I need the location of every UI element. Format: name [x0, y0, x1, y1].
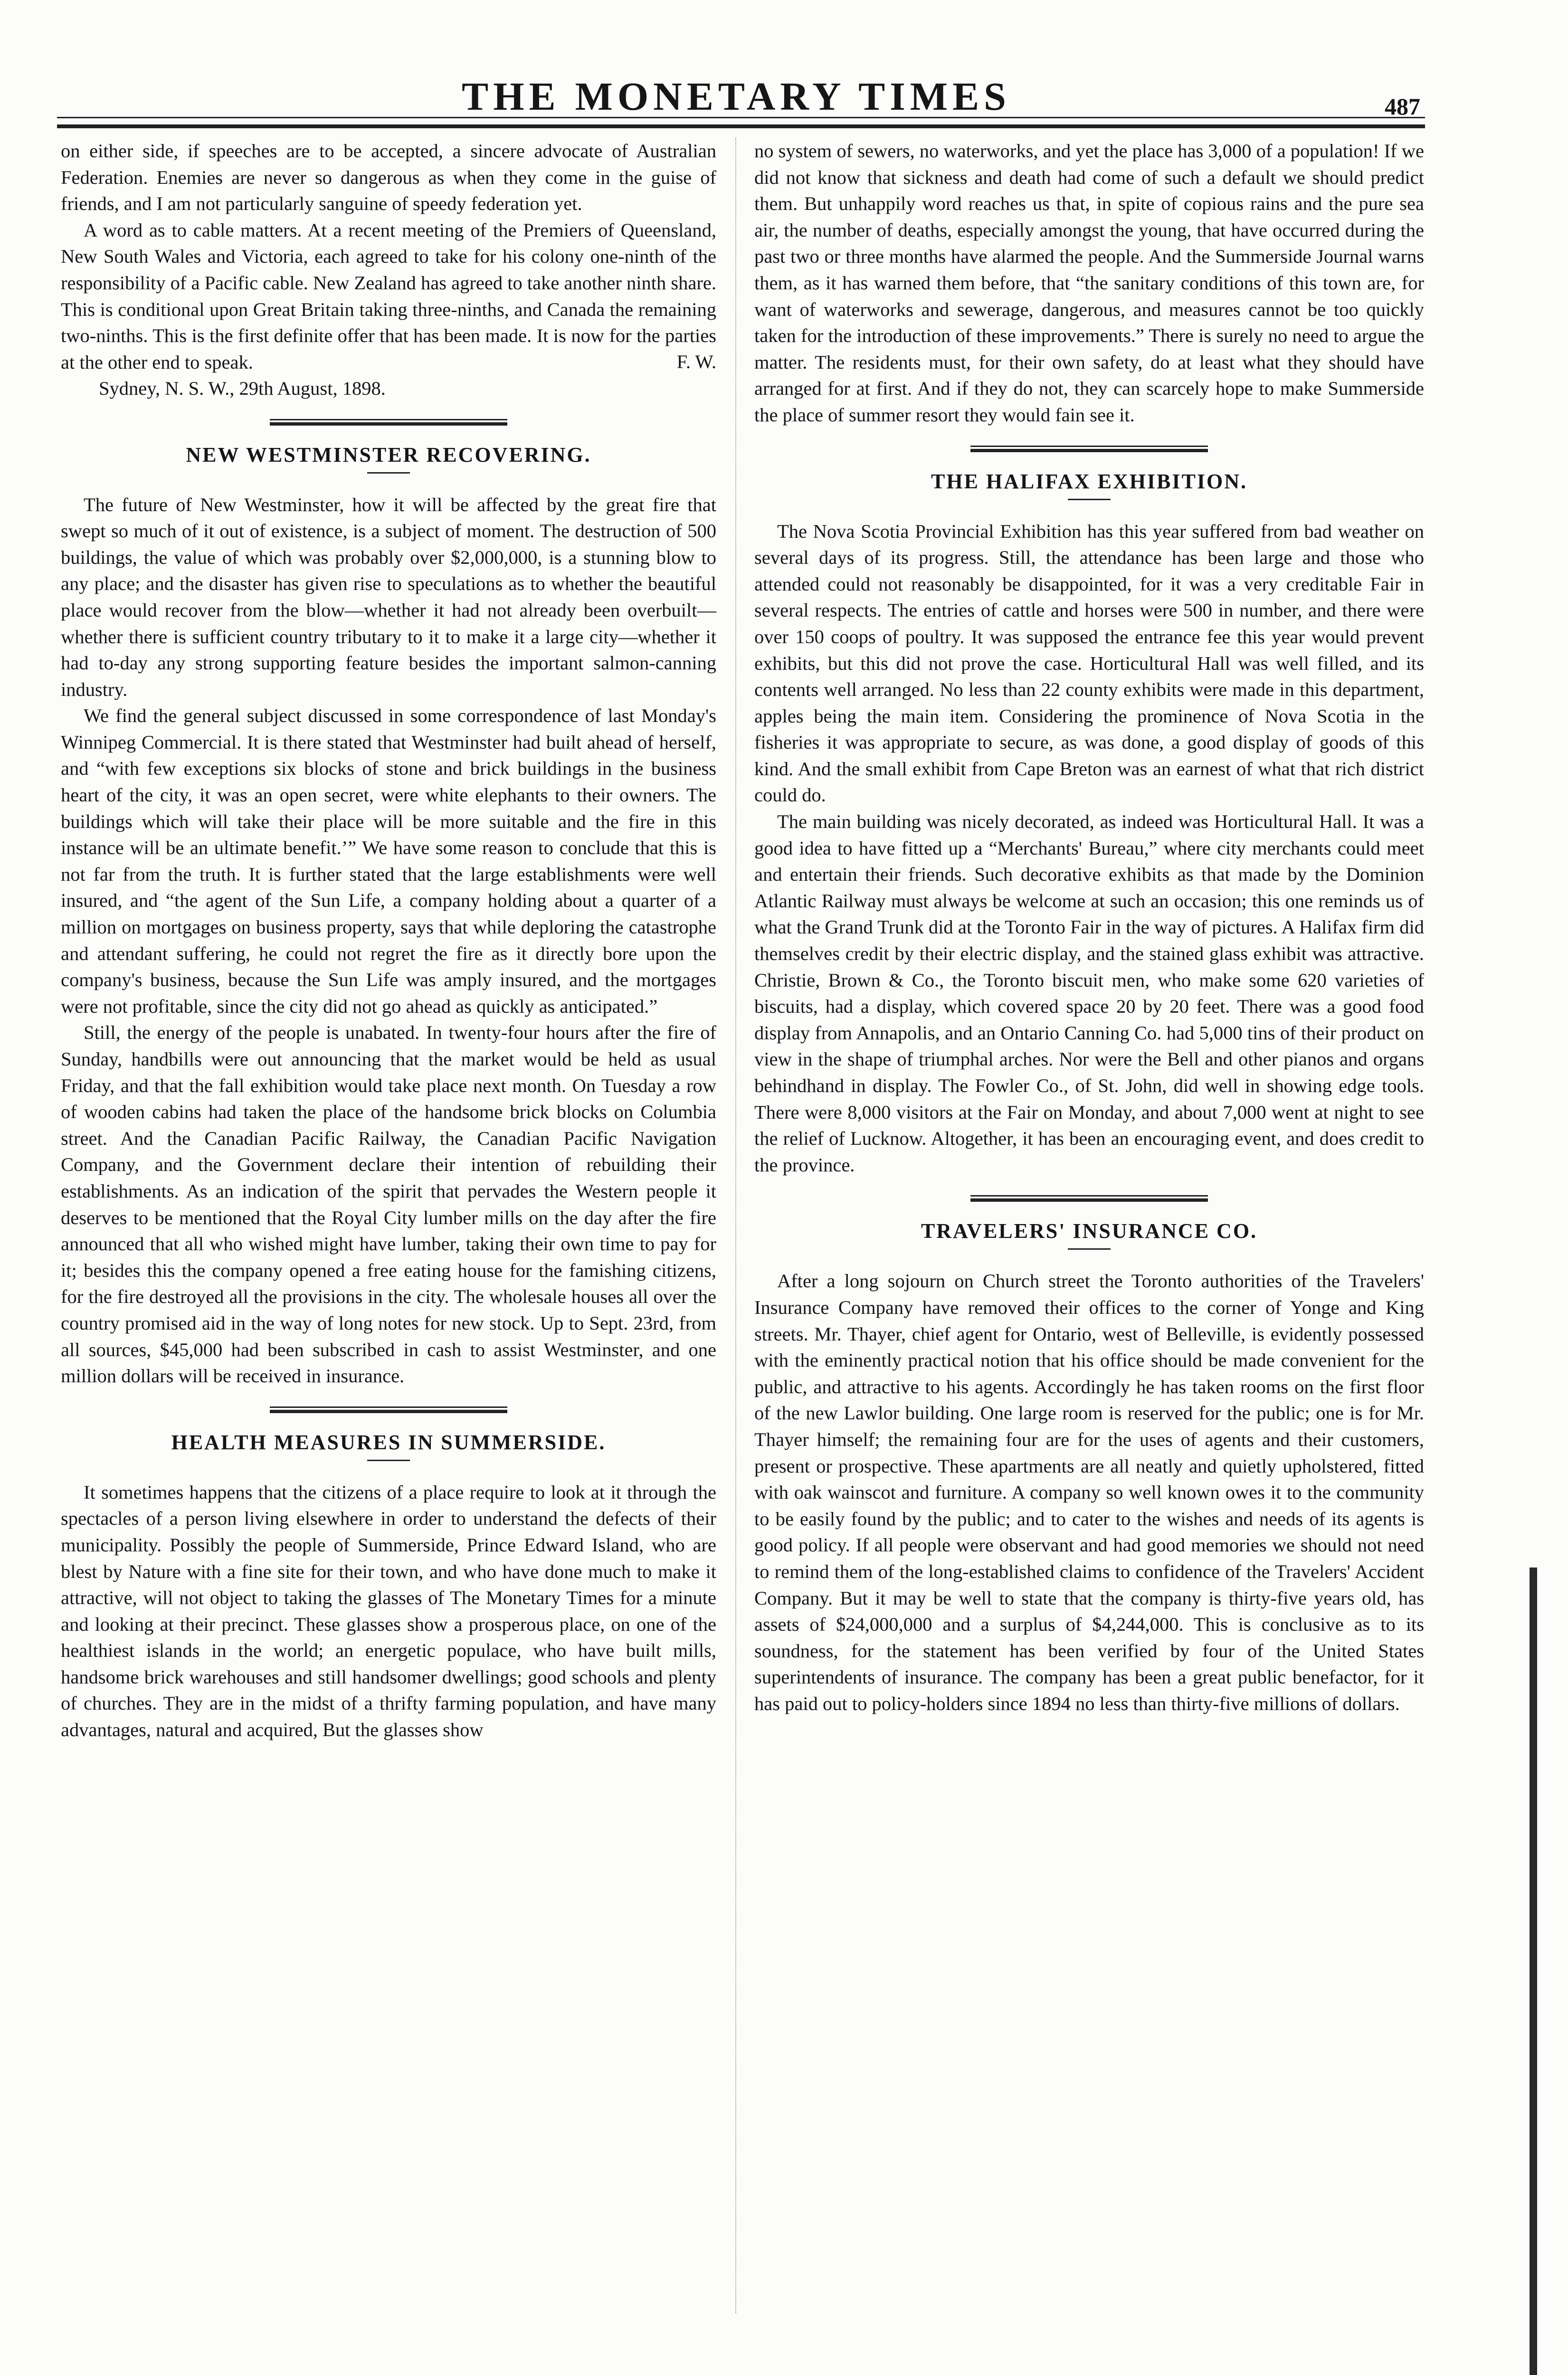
- westminster-heading: NEW WESTMINSTER RECOVERING.: [186, 443, 591, 466]
- heading-underline: [367, 1460, 410, 1461]
- westminster-paragraph-3: Still, the energy of the people is unabated. In twenty-four hours after the fire of Sunday, handbills were out announcing that the market would be held as usual Friday, and that the fall exhibition would take place next month. On Tuesday a row of wooden cabins had taken the place of the handsome brick blocks on Columbia street. And the Canadian Pacific Railway, the Canadian Pacific Navigation Company, and the Government declare their intention of rebuilding their establishments. As an indication of the spirit that pervades the Western people it deserves to be mentioned that the Royal City lumber mills on the day after the fire announced that all who wished might have lumber, taking their own time to pay for it; besides this the company opened a free eating house for the famishing citizens, for the fire destroyed all the provisions in the city. The wholesale houses all over the country promised aid in the way of long notes for new stock. Up to Sept. 23rd, from all sources, $45,000 had been subscribed in cash to assist Westminster, and one million dollars will be received in insurance.: [61, 1022, 716, 1387]
- heading-underline: [367, 472, 410, 474]
- letter-signature: F. W.: [676, 351, 716, 373]
- summerside-continued-paragraph: no system of sewers, no waterworks, and yet the place has 3,000 of a population! If we did not know that sickness and death had come of such a default we should predict them. But unhappily word reaches us that, in spite of copious rains and the pure sea air, the number of deaths, especially amongst the young, that have occurred during the past two or three months have alarmed the people. And the Summerside Journal warns them, as it has warned them before, that “the sanitary conditions of this town are, for want of waterworks and sewerage, dangerous, and measures cannot be too quickly taken for the introduction of these improvements.” There is surely no need to argue the matter. The residents must, for their own safety, do at least what they should have arranged for at first. And if they do not, they can scarcely hope to make Summerside the place of summer resort they would fain see it.: [754, 140, 1424, 426]
- section-rule: [270, 1406, 507, 1413]
- summerside-paragraph-1: It sometimes happens that the citizens of a place require to look at it through the spectacles of a person living elsewhere in order to understand the defects of their municipality. Possibly the people of Summerside, Prince Edward Island, who are blest by Nature with a fine site for their town, and who have done much to make it attractive, will not object to taking the glasses of The Monetary Times for a minute and looking at their precinct. These glasses show a prosperous place, on one of the healthiest islands in the world; an energetic populace, who have built mills, handsome brick warehouses and still handsomer dwellings; good schools and plenty of churches. They are in the midst of a thrifty farming population, and have many advantages, natural and acquired, But the glasses show: [61, 1481, 716, 1741]
- westminster-paragraph-1: The future of New Westminster, how it will be affected by the great fire that swept so much of it out of existence, is a subject of moment. The destruction of 500 buildings, the value of which was probably over $2,000,000, is a stunning blow to any place; and the disaster has given rise to speculations as to whether the beautiful place would recover from the blow—whether it had not already been overbuilt—whether there is sufficient country tributary to it to make it a large city—whether it had to-day any strong supporting feature besides the important salmon-canning industry.: [61, 494, 716, 700]
- travelers-paragraph-1: After a long sojourn on Church street the Toronto authorities of the Travelers' Insurance Company have removed their offices to the corner of Yonge and King streets. Mr. Thayer, chief agent for Ontario, west of Belleville, is evidently possessed with the eminently practical notion that his office should be made convenient for the public, and attractive to his agents. Accordingly he has taken rooms on the first floor of the new Lawlor building. One large room is reserved for the public; one is for Mr. Thayer himself; the remaining four are for the uses of agents and their customers, present or prospective. These apartments are all neatly and quietly upholstered, fitted with oak wainscot and furniture. A company so well known owes it to the community to be easily found by the public; and to cater to the wishes and needs of its agents is good policy. If all people were observant and had good memories we should not need to remind them of the long-established claims to confidence of the Travelers' Accident Company. But it may be well to state that the company is thirty-five years old, has assets of $24,000,000 and a surplus of $4,244,000. This is conclusive as to its soundness, for the statement has been verified by four of the United States superintendents of insurance. The company has been a great public benefactor, for it has paid out to policy-holders since 1894 no less than thirty-five millions of dollars.: [754, 1270, 1424, 1714]
- halifax-paragraph-1: The Nova Scotia Provincial Exhibition has this year suffered from bad weather on several days of its progress. Still, the attendance has been large and those who attended could not reasonably be disappointed, for it was a very creditable Fair in several respects. The entries of cattle and horses were 500 in number, and there were over 150 coops of poultry. It was supposed the entrance fee this year would prevent exhibits, but this did not prove the case. Horticultural Hall was well filled, and its contents well arranged. No less than 22 county exhibits were made in this department, apples being the main item. Considering the prominence of Nova Scotia in the fisheries it was appropriate to secure, as was done, a good display of goods of this kind. And the small exhibit from Cape Breton was an earnest of what that rich district could do.: [754, 520, 1424, 806]
- heading-underline: [1068, 1248, 1111, 1250]
- westminster-paragraph-2: We find the general subject discussed in some correspondence of last Monday's Winnipeg Commercial. It is there stated that Westminster had built ahead of herself, and “with few exceptions six blocks of stone and brick buildings in the business heart of the city, it was an open secret, were white elephants to their owners. The buildings which will take their place will be more suitable and the fire in this instance will be an ultimate benefit.’” We have some reason to conclude that this is not far from the truth. It is further stated that the large establishments were well insured, and “the agent of the Sun Life, a company holding about a quarter of a million on mortgages on business property, says that while deploring the catastrophe and attendant suffering, he could not regret the fire as it directly bore upon the company's business, because the Sun Life was amply insured, and the mortgages were not profitable, since the city did not go ahead as quickly as anticipated.”: [61, 705, 716, 1017]
- halifax-paragraph-2: The main building was nicely decorated, as indeed was Horticultural Hall. It was a good idea to have fitted up a “Merchants' Bureau,” where city merchants could meet and entertain their friends. Such decorative exhibits as that made by the Dominion Atlantic Railway must always be welcome at such an occasion; this one reminds us of what the Grand Trunk did at the Toronto Fair in the way of pictures. A Halifax firm did themselves credit by their electric display, and the stained glass exhibit was attractive. Christie, Brown & Co., the Toronto biscuit men, who make some 620 varieties of biscuits, had a display, which covered space 20 by 20 feet. There was a good food display from Annapolis, and an Ontario Canning Co. had 5,000 tins of their product on view in the shape of triumphal arches. Nor were the Bell and other pianos and organs behindhand in display. The Fowler Co., of St. John, did well in showing edge tools. There were 8,000 visitors at the Fair on Monday, and about 7,000 went at night to see the relief of Lucknow. Altogether, it has been an encouraging event, and does credit to the province.: [754, 811, 1424, 1176]
- section-rule: [970, 1195, 1208, 1202]
- column-divider: [735, 138, 736, 2313]
- section-rule: [270, 419, 507, 426]
- masthead-rule-heavy: [57, 124, 1425, 128]
- cable-matters-paragraph: A word as to cable matters. At a recent meeting of the Premiers of Queensland, New South Wales and Victoria, each agreed to take for his colony one-ninth of the responsibility of a Pacific cable. New Zealand has agreed to take another ninth share. This is conditional upon Great Britain taking three-ninths, and Canada the remaining two-ninths. This is the first definite offer that has been made. It is now for the parties at the other end to speak.: [61, 219, 716, 373]
- page-edge-shadow: [1530, 1568, 1537, 2375]
- letter-continued-paragraph: on either side, if speeches are to be accepted, a sincere advocate of Australian Federation. Enemies are never so dangerous as when they come in the guise of friends, and I am not particularly sanguine of speedy federation yet.: [61, 140, 716, 215]
- page-number: 487: [1385, 93, 1420, 120]
- heading-underline: [1068, 499, 1111, 500]
- letter-dateline: Sydney, N. S. W., 29th August, 1898.: [99, 377, 386, 399]
- right-column: [754, 138, 1424, 1717]
- halifax-heading: THE HALIFAX EXHIBITION.: [931, 469, 1247, 493]
- summerside-heading: HEALTH MEASURES IN SUMMERSIDE.: [171, 1430, 606, 1454]
- masthead-rule: [57, 117, 1425, 118]
- section-rule: [970, 446, 1208, 452]
- left-column: [61, 138, 716, 1743]
- publication-title: THE MONETARY TIMES: [462, 75, 1011, 119]
- travelers-heading: TRAVELERS' INSURANCE CO.: [921, 1219, 1258, 1243]
